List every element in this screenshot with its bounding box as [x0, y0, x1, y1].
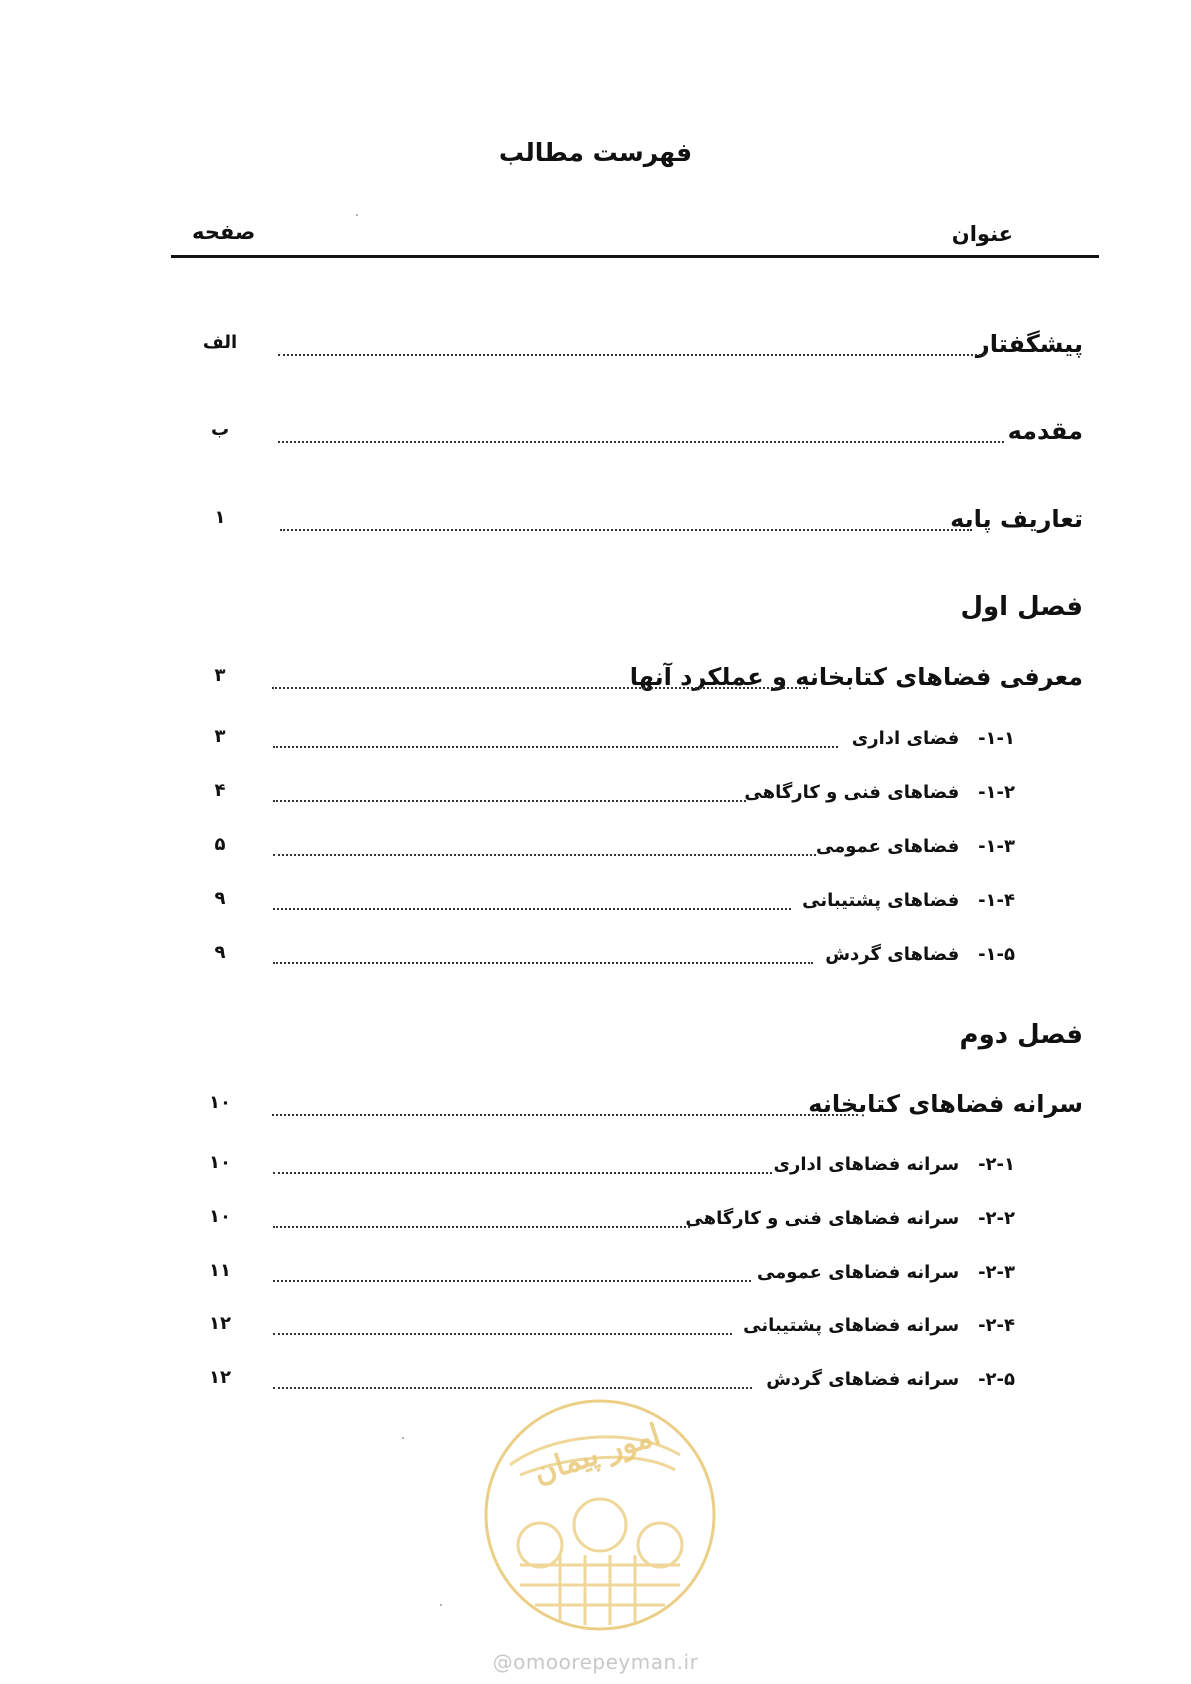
toc-section-2-3[interactable] [0, 1258, 1191, 1298]
toc-entry-page: ۱۱ [209, 1260, 231, 1281]
toc-entry-page: ۴ [214, 780, 226, 801]
section-number: ۲-۲- [978, 1208, 1015, 1229]
dot-leader [273, 962, 813, 964]
dot-leader [273, 1333, 732, 1335]
section-number: ۱-۳- [978, 836, 1015, 857]
toc-entry-page: ۱۲ [209, 1367, 231, 1388]
toc-entry-label: سرانه فضاهای کتابخانه [808, 1090, 1083, 1118]
section-label: سرانه فضاهای اداری [773, 1154, 960, 1175]
document-title: فهرست مطالب [498, 138, 693, 167]
toc-entry-page: ۱ [214, 507, 226, 528]
chapter-heading-2: فصل دوم [959, 1020, 1083, 1050]
toc-chapter2-main[interactable] [0, 1090, 1191, 1130]
dot-leader [273, 854, 816, 856]
toc-entry-page: ب [210, 419, 230, 440]
toc-entry-label: مقدمه [1007, 417, 1083, 445]
header-rule [171, 255, 1099, 258]
dot-leader [273, 908, 791, 910]
section-number: ۱-۴- [978, 890, 1015, 911]
dot-leader [273, 800, 746, 802]
toc-entry-label: معرفی فضاهای کتابخانه و عملکرد آنها [629, 663, 1083, 691]
dot-leader [278, 441, 1004, 443]
section-number: ۲-۵- [978, 1369, 1015, 1390]
toc-section-1-1[interactable] [0, 724, 1191, 764]
section-label: فضاهای گردش [825, 944, 960, 965]
scan-speck [356, 214, 358, 216]
seal-text: امور پیمان [529, 1417, 665, 1491]
toc-entry-label: پیشگفتار [975, 330, 1083, 358]
toc-section-2-1[interactable] [0, 1150, 1191, 1190]
watermark-seal-logo [480, 1395, 720, 1635]
scan-speck [402, 1437, 404, 1439]
section-label: سرانه فضاهای گردش [766, 1369, 960, 1390]
dot-leader [273, 1172, 772, 1174]
section-number: ۲-۱- [978, 1154, 1015, 1175]
section-label: فضاهای فنی و کارگاهی [744, 782, 960, 803]
toc-section-2-2[interactable] [0, 1204, 1191, 1244]
dot-leader [273, 1280, 751, 1282]
toc-section-1-3[interactable] [0, 832, 1191, 872]
toc-entry-definitions[interactable] [0, 505, 1191, 545]
section-number: ۱-۲- [978, 782, 1015, 803]
toc-entry-page: الف [202, 332, 238, 353]
toc-entry-introduction[interactable] [0, 417, 1191, 457]
dot-leader [272, 1114, 858, 1116]
section-label: سرانه فضاهای فنی و کارگاهی [685, 1208, 960, 1229]
toc-entry-page: ۱۲ [209, 1313, 231, 1334]
dot-leader [273, 1226, 690, 1228]
section-number: ۱-۵- [978, 944, 1015, 965]
toc-chapter1-main[interactable] [0, 663, 1191, 703]
toc-entry-page: ۱۰ [209, 1206, 231, 1227]
toc-section-2-4[interactable] [0, 1311, 1191, 1351]
dot-leader [272, 687, 808, 689]
section-number: ۲-۳- [978, 1262, 1015, 1283]
dot-leader [273, 1387, 752, 1389]
toc-entry-page: ۵ [214, 834, 226, 855]
section-label: سرانه فضاهای پشتیبانی [743, 1315, 960, 1336]
scan-speck [440, 1604, 442, 1606]
toc-entry-label: تعاریف پایه [950, 505, 1083, 533]
toc-entry-preface[interactable] [0, 330, 1191, 370]
toc-entry-page: ۳ [214, 726, 226, 747]
toc-section-1-2[interactable] [0, 778, 1191, 818]
watermark-site-credit: @omoorepeyman.ir [492, 1650, 699, 1674]
toc-section-1-4[interactable] [0, 886, 1191, 926]
dot-leader [280, 529, 972, 531]
toc-entry-page: ۹ [214, 888, 226, 909]
column-header-page: صفحه [192, 220, 256, 244]
section-number: ۲-۴- [978, 1315, 1015, 1336]
chapter-heading-1: فصل اول [960, 592, 1083, 622]
dot-leader [273, 746, 838, 748]
section-label: فضاهای عمومی [815, 836, 960, 857]
section-label: فضاهای پشتیبانی [802, 890, 960, 911]
toc-section-1-5[interactable] [0, 940, 1191, 980]
section-number: ۱-۱- [978, 728, 1015, 749]
section-label: سرانه فضاهای عمومی [756, 1262, 960, 1283]
toc-entry-page: ۱۰ [209, 1152, 231, 1173]
toc-entry-page: ۳ [214, 665, 226, 686]
toc-entry-page: ۱۰ [209, 1092, 231, 1113]
section-label: فضای اداری [851, 728, 960, 749]
dot-leader [278, 354, 985, 356]
toc-entry-page: ۹ [214, 942, 226, 963]
column-header-title: عنوان [951, 222, 1013, 246]
